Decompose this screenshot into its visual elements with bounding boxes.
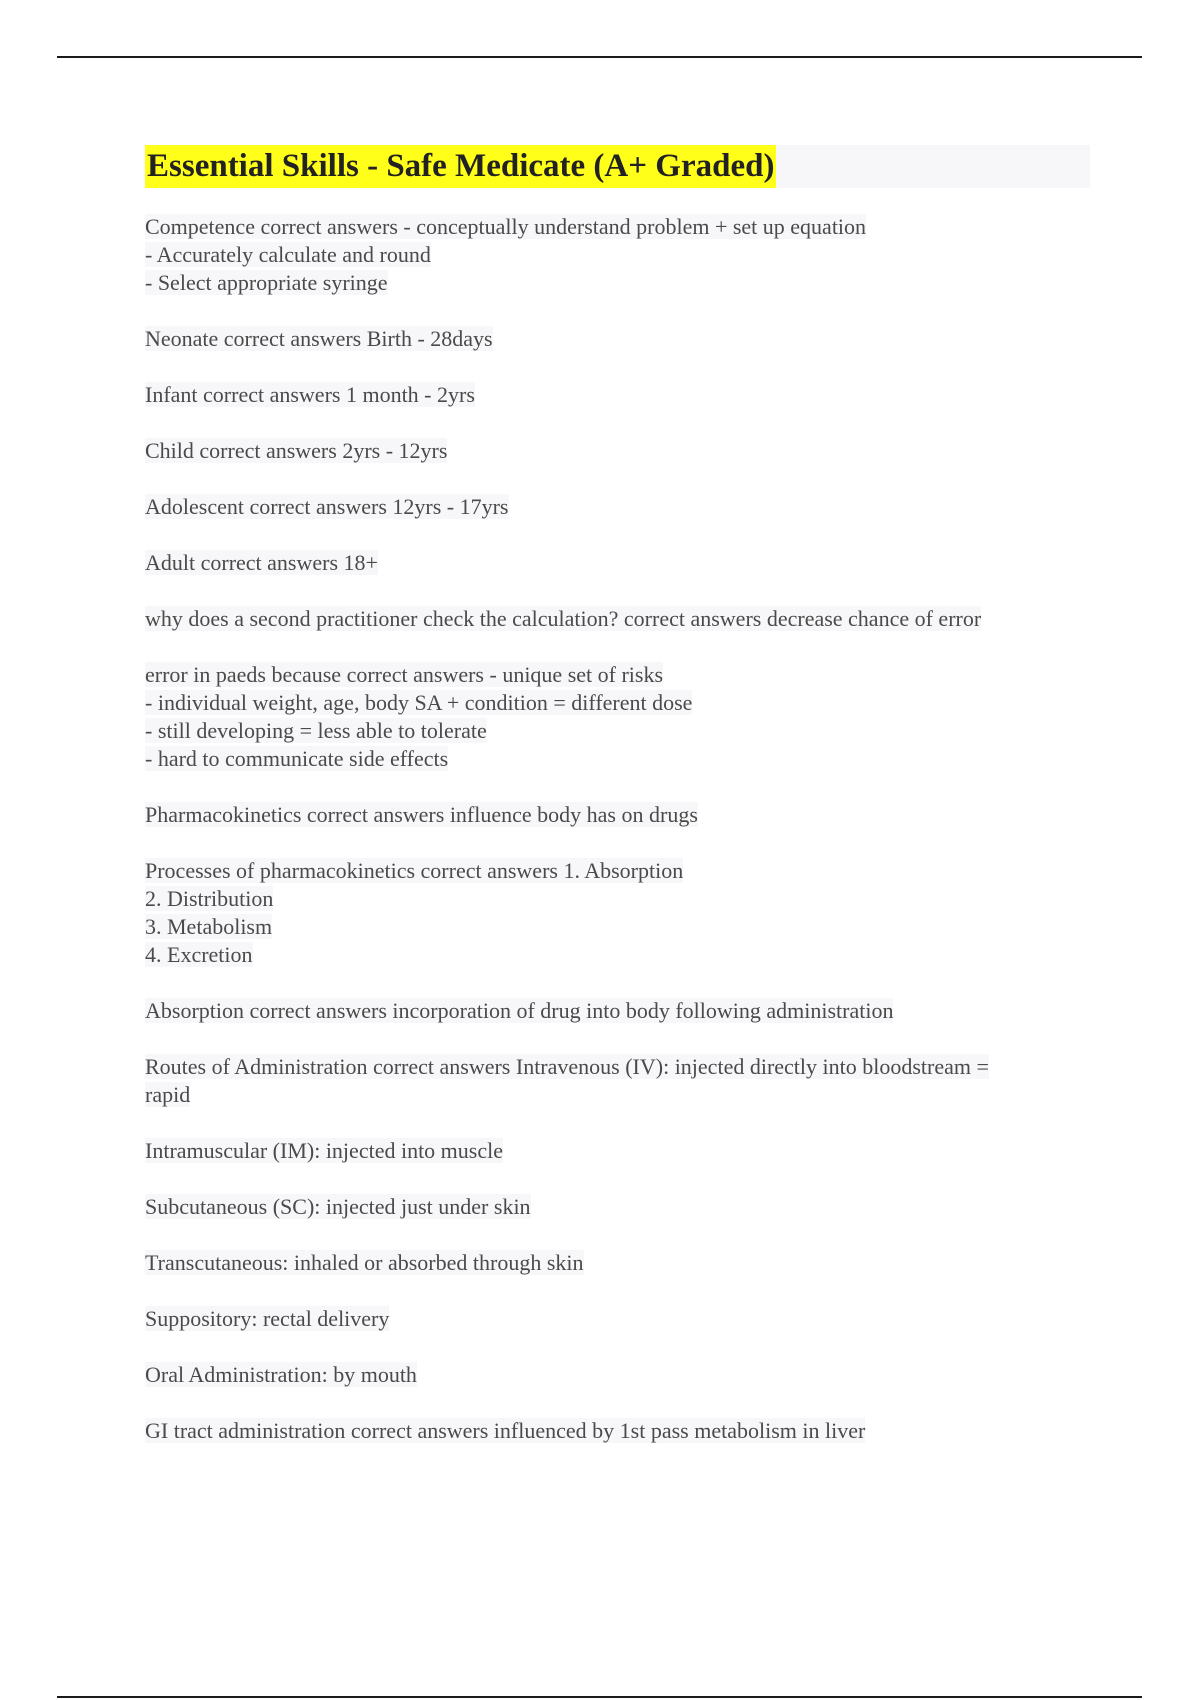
bottom-rule <box>57 1696 1142 1698</box>
entry-pharmacokinetics <box>145 801 1090 829</box>
entry-transcutaneous <box>145 1249 1090 1277</box>
entry-competence <box>145 213 1090 297</box>
entry-suppository <box>145 1305 1090 1333</box>
document-content <box>145 145 1090 1473</box>
entry-gi-tract <box>145 1417 1090 1445</box>
entry-second-practitioner <box>145 605 1090 633</box>
entry-line: Processes of pharmacokinetics correct answers 1. Absorption <box>145 858 684 883</box>
entry-error-in-paeds <box>145 661 1090 773</box>
entry-adolescent <box>145 493 1090 521</box>
entry-line: Oral Administration: by mouth <box>145 1362 417 1387</box>
entry-line: - individual weight, age, body SA + condition = different dose <box>145 690 693 715</box>
entry-line: Adult correct answers 18+ <box>145 550 378 575</box>
entry-line: Competence correct answers - conceptually understand problem + set up equation <box>145 214 867 239</box>
entry-line: Infant correct answers 1 month - 2yrs <box>145 382 475 407</box>
entry-adult <box>145 549 1090 577</box>
entry-line: Suppository: rectal delivery <box>145 1306 390 1331</box>
entry-intramuscular <box>145 1137 1090 1165</box>
entry-line: Pharmacokinetics correct answers influence body has on drugs <box>145 802 698 827</box>
entry-line: - hard to communicate side effects <box>145 746 449 771</box>
title-row <box>145 145 1090 188</box>
entry-neonate <box>145 325 1090 353</box>
top-rule <box>57 56 1142 58</box>
entry-routes <box>145 1053 1090 1109</box>
entry-line: why does a second practitioner check the calculation? correct answers decrease chance of error <box>145 606 982 631</box>
entry-line: - Accurately calculate and round <box>145 242 431 267</box>
document-title: Essential Skills - Safe Medicate (A+ Graded) <box>145 145 776 188</box>
entry-line: 2. Distribution <box>145 886 274 911</box>
entry-line: 4. Excretion <box>145 942 253 967</box>
entry-line: error in paeds because correct answers - unique set of risks <box>145 662 664 687</box>
entry-subcutaneous <box>145 1193 1090 1221</box>
entry-line: Absorption correct answers incorporation of drug into body following administration <box>145 998 894 1023</box>
entry-line: Transcutaneous: inhaled or absorbed through skin <box>145 1250 584 1275</box>
entry-line: Child correct answers 2yrs - 12yrs <box>145 438 448 463</box>
entry-line: Adolescent correct answers 12yrs - 17yrs <box>145 494 509 519</box>
entry-line: Neonate correct answers Birth - 28days <box>145 326 493 351</box>
entry-absorption <box>145 997 1090 1025</box>
entry-line: Routes of Administration correct answers Intravenous (IV): injected directly into bloodstream = <box>145 1054 989 1079</box>
entry-line: rapid <box>145 1082 191 1107</box>
entry-line: - Select appropriate syringe <box>145 270 388 295</box>
entry-line: 3. Metabolism <box>145 914 273 939</box>
entry-line: Subcutaneous (SC): injected just under skin <box>145 1194 531 1219</box>
entry-processes <box>145 857 1090 969</box>
entry-line: Intramuscular (IM): injected into muscle <box>145 1138 503 1163</box>
entry-line: GI tract administration correct answers influenced by 1st pass metabolism in liver <box>145 1418 866 1443</box>
entry-child <box>145 437 1090 465</box>
entry-oral <box>145 1361 1090 1389</box>
entry-infant <box>145 381 1090 409</box>
entry-line: - still developing = less able to tolerate <box>145 718 487 743</box>
